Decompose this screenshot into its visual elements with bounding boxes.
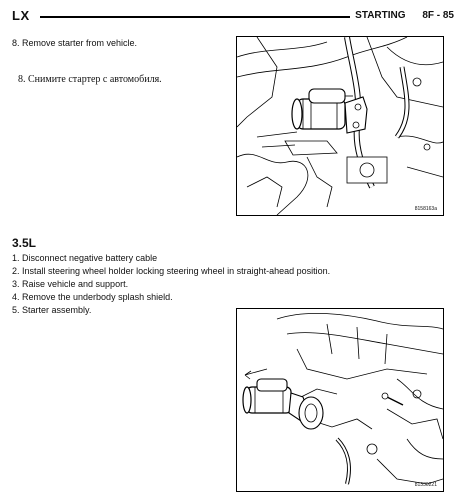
header-right: [355, 10, 454, 21]
step-en: 8. Remove starter from vehicle.: [12, 38, 138, 48]
section-title: 3.5L: [12, 236, 37, 250]
section-code: LX: [12, 8, 30, 23]
list-item: 1. Disconnect negative battery cable: [12, 253, 158, 263]
list-item: 2. Install steering wheel holder locking steering wheel in straight-ahead position.: [12, 266, 331, 276]
starter-assembly-illustration: [237, 309, 443, 491]
page-header: [10, 8, 458, 28]
page-number: 8F - 85: [422, 10, 454, 21]
list-item: 5. Starter assembly.: [12, 305, 92, 315]
figure-starter-removal: [236, 36, 444, 216]
header-rule: [40, 16, 350, 18]
list-item: 3. Raise vehicle and support.: [12, 279, 129, 289]
list-item: 4. Remove the underbody splash shield.: [12, 292, 173, 302]
figure-code: 8158163a: [414, 206, 437, 212]
figure-starter-assembly: [236, 308, 444, 492]
chapter-title: STARTING: [355, 10, 406, 21]
step-ru: 8. Снимите стартер с автомобиля.: [18, 74, 162, 85]
starter-removal-illustration: [237, 37, 443, 215]
figure-code: 81330221: [414, 482, 437, 488]
